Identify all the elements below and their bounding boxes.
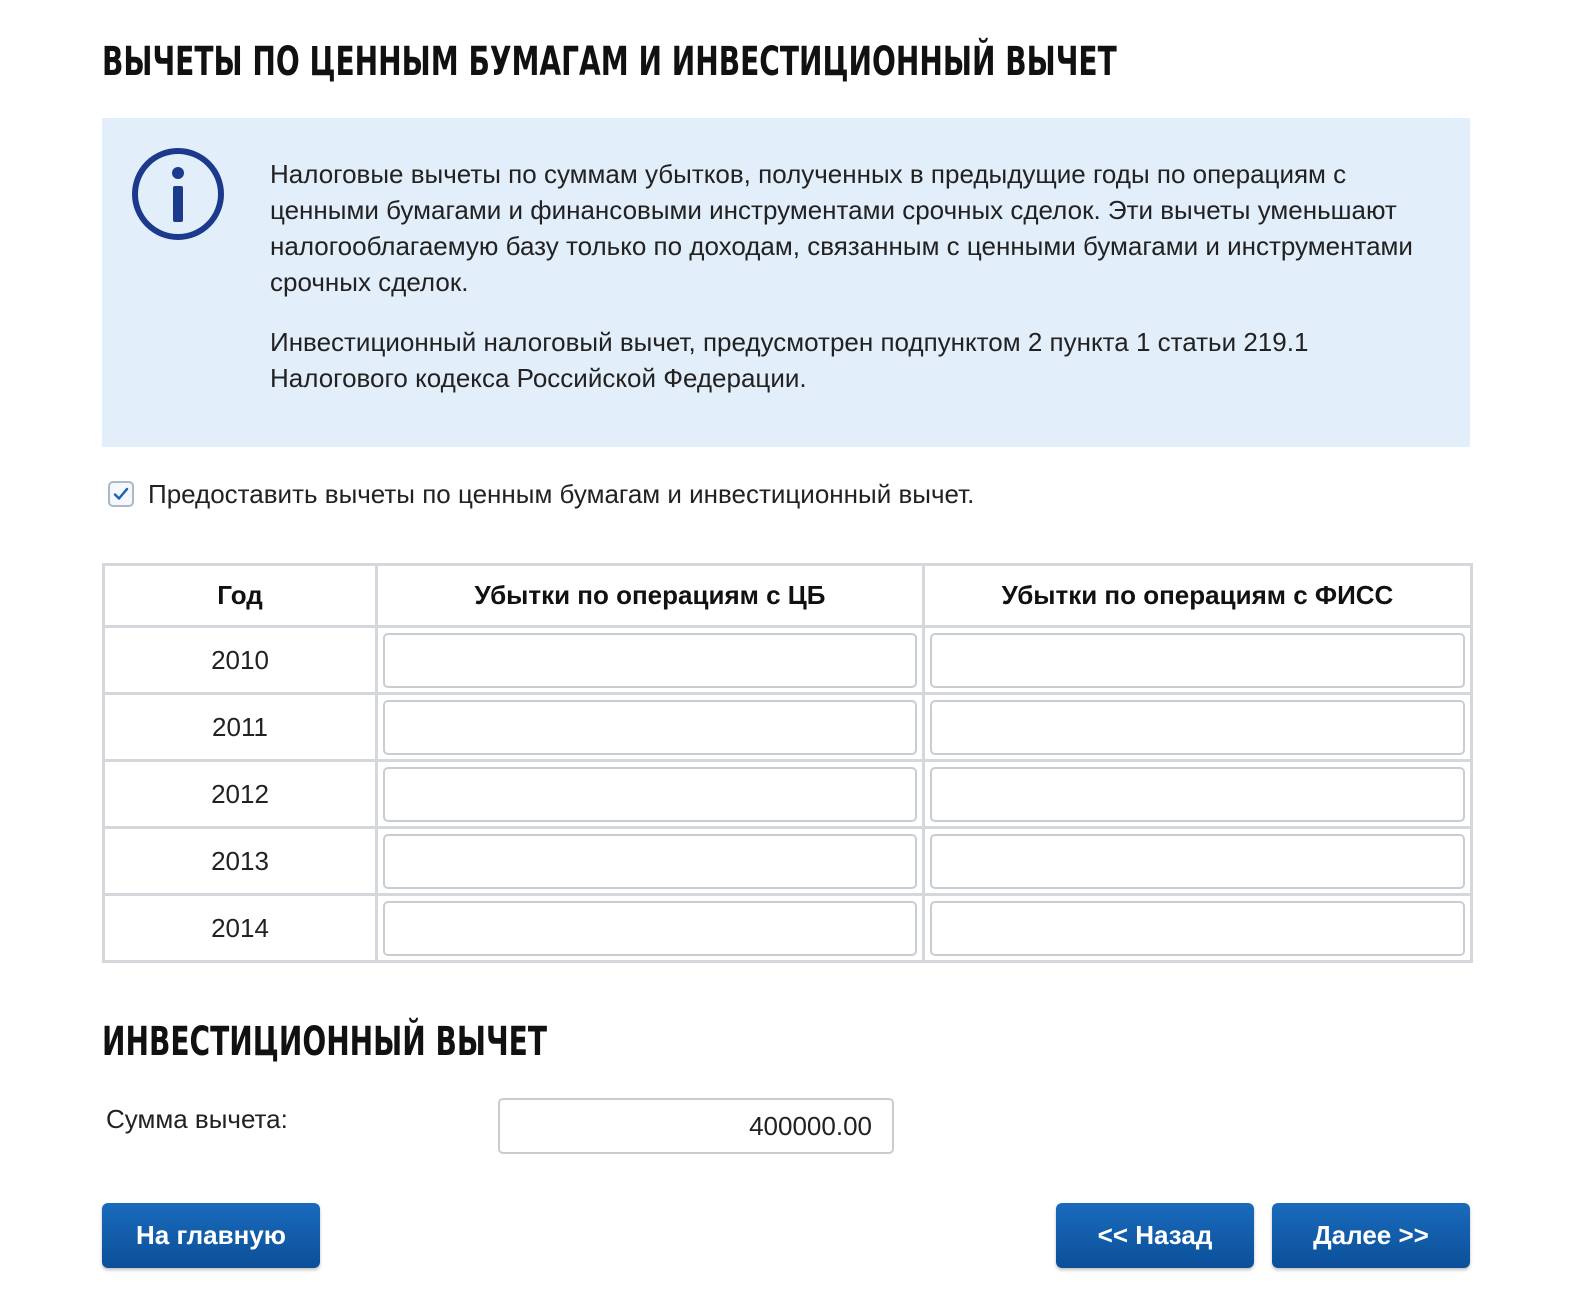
provide-deductions-label: Предоставить вычеты по ценным бумагам и инвестиционный вычет. bbox=[148, 478, 975, 509]
year-cell: 2014 bbox=[104, 895, 377, 962]
home-button[interactable]: На главную bbox=[102, 1203, 320, 1268]
checkmark-icon bbox=[113, 487, 129, 501]
cb-loss-input[interactable] bbox=[383, 633, 917, 688]
fiss-loss-input[interactable] bbox=[930, 767, 1465, 822]
cb-loss-input[interactable] bbox=[383, 767, 917, 822]
provide-deductions-row[interactable] bbox=[108, 476, 974, 512]
table-row bbox=[104, 828, 1472, 895]
info-icon bbox=[130, 146, 226, 242]
cb-loss-input[interactable] bbox=[383, 901, 917, 956]
info-text bbox=[270, 156, 1450, 420]
year-cell: 2011 bbox=[104, 694, 377, 761]
back-button[interactable]: << Назад bbox=[1056, 1203, 1254, 1268]
year-cell: 2012 bbox=[104, 761, 377, 828]
table-row bbox=[104, 627, 1472, 694]
losses-table bbox=[102, 563, 1473, 963]
page-title: ВЫЧЕТЫ ПО ЦЕННЫМ БУМАГАМ И ИНВЕСТИЦИОННЫЙ ВЫЧЕТ bbox=[102, 39, 1117, 85]
header-cb-losses: Убытки по операциям с ЦБ bbox=[377, 565, 924, 627]
deduction-sum-label: Сумма вычета: bbox=[106, 1104, 288, 1134]
next-button[interactable]: Далее >> bbox=[1272, 1203, 1470, 1268]
header-year: Год bbox=[104, 565, 377, 627]
table-row bbox=[104, 694, 1472, 761]
header-fiss-losses: Убытки по операциям с ФИСС bbox=[924, 565, 1472, 627]
table-header-row bbox=[104, 565, 1472, 627]
deduction-sum-input[interactable] bbox=[498, 1098, 894, 1154]
info-box bbox=[102, 118, 1470, 447]
fiss-loss-input[interactable] bbox=[930, 633, 1465, 688]
info-paragraph-investment: Инвестиционный налоговый вычет, предусмотрен подпунктом 2 пункта 1 статьи 219.1 Налогового кодекса Российской Федерации. bbox=[270, 327, 1309, 393]
table-row bbox=[104, 895, 1472, 962]
cb-loss-input[interactable] bbox=[383, 700, 917, 755]
fiss-loss-input[interactable] bbox=[930, 834, 1465, 889]
investment-section-title: ИНВЕСТИЦИОННЫЙ ВЫЧЕТ bbox=[102, 1019, 548, 1065]
fiss-loss-input[interactable] bbox=[930, 700, 1465, 755]
provide-deductions-checkbox[interactable] bbox=[108, 481, 134, 507]
fiss-loss-input[interactable] bbox=[930, 901, 1465, 956]
info-paragraph-losses: Налоговые вычеты по суммам убытков, полученных в предыдущие годы по операциям с ценными бумагами и финансовыми инструментами срочных сделок. Эти вычеты уменьшают налогооблагаемую базу только по доходам, связанным с ценными бумагами и инструментами срочных сделок. bbox=[270, 159, 1413, 297]
table-row bbox=[104, 761, 1472, 828]
cb-loss-input[interactable] bbox=[383, 834, 917, 889]
year-cell: 2013 bbox=[104, 828, 377, 895]
year-cell: 2010 bbox=[104, 627, 377, 694]
